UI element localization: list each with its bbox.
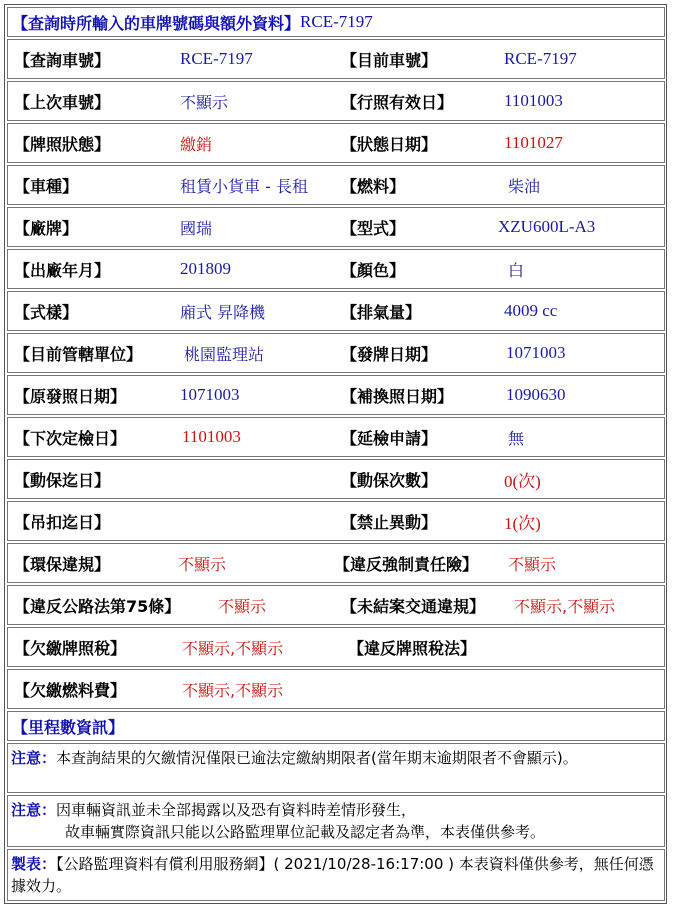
mileage-section xyxy=(7,711,665,741)
field-value-right: XZU600L-A3 xyxy=(498,217,596,236)
field-label-right: 【禁止異動】 xyxy=(341,512,438,532)
field-row xyxy=(7,333,665,373)
note-unpaid-text xyxy=(11,747,660,769)
field-label-left: 【環保違規】 xyxy=(14,554,111,574)
query-header-title xyxy=(12,8,373,36)
field-label-right: 【延檢申請】 xyxy=(341,428,438,448)
note-producer-text xyxy=(11,853,660,897)
field-value-left: 不顯示 xyxy=(218,596,267,616)
field-value-left: 繳銷 xyxy=(180,134,213,154)
field-value-right: 1071003 xyxy=(506,343,566,362)
field-value-left: 不顯示,不顯示 xyxy=(182,638,284,658)
field-row xyxy=(7,669,665,709)
note-label: 製表： xyxy=(11,855,57,873)
field-row xyxy=(7,375,665,415)
field-row xyxy=(7,249,665,289)
note-unpaid xyxy=(7,743,665,793)
field-value-left: 國瑞 xyxy=(180,218,213,238)
field-value-left: 桃園監理站 xyxy=(184,344,265,364)
field-row xyxy=(7,543,665,583)
field-value-right: 不顯示,不顯示 xyxy=(514,596,616,616)
field-value-left: 1101003 xyxy=(182,427,241,446)
field-value-left: 不顯示 xyxy=(180,92,229,112)
field-value-right: 1101003 xyxy=(504,91,563,110)
field-label-right: 【未結案交通違規】 xyxy=(341,596,486,616)
field-label-left: 【吊扣迄日】 xyxy=(14,512,111,532)
field-label-left: 【車種】 xyxy=(14,176,79,196)
mileage-title: 【里程數資訊】 xyxy=(12,717,125,737)
field-label-right: 【燃料】 xyxy=(341,176,406,196)
field-label-right: 【補換照日期】 xyxy=(341,386,454,406)
field-label-left: 【下次定檢日】 xyxy=(14,428,127,448)
field-label-left: 【出廠年月】 xyxy=(14,260,111,280)
field-label-left: 【廠牌】 xyxy=(14,218,79,238)
field-value-right: 1(次) xyxy=(504,513,541,533)
field-label-right: 【動保次數】 xyxy=(341,470,438,490)
field-label-left: 【欠繳牌照稅】 xyxy=(14,638,127,658)
field-row xyxy=(7,81,665,121)
field-label-right: 【顏色】 xyxy=(341,260,406,280)
field-row xyxy=(7,585,665,625)
field-label-left: 【動保迄日】 xyxy=(14,470,111,490)
note-line xyxy=(11,799,660,821)
field-value-left: 1071003 xyxy=(180,385,240,404)
note-disclosure-text xyxy=(11,799,660,843)
field-value-left: 廂式 昇降機 xyxy=(180,302,266,322)
field-label-right: 【狀態日期】 xyxy=(341,134,438,154)
field-value-right: 0(次) xyxy=(504,471,541,491)
field-label-right: 【目前車號】 xyxy=(341,50,438,70)
field-row xyxy=(7,207,665,247)
field-label-left: 【欠繳燃料費】 xyxy=(14,680,127,700)
field-label-left: 【式樣】 xyxy=(14,302,79,322)
field-value-right: 無 xyxy=(508,428,525,448)
field-row xyxy=(7,39,665,79)
query-header-label: 【查詢時所輸入的車牌號碼與額外資料】 xyxy=(12,13,301,33)
field-label-left: 【查詢車號】 xyxy=(14,50,111,70)
field-label-left: 【牌照狀態】 xyxy=(14,134,111,154)
field-row xyxy=(7,459,665,499)
field-label-right: 【違反牌照稅法】 xyxy=(348,638,477,658)
field-row xyxy=(7,165,665,205)
field-label-left: 【違反公路法第75條】 xyxy=(14,596,181,616)
field-value-right: 1090630 xyxy=(506,385,566,404)
field-value-left: RCE-7197 xyxy=(180,49,253,68)
field-label-left: 【上次車號】 xyxy=(14,92,111,112)
query-header xyxy=(7,7,665,37)
field-value-right: 柴油 xyxy=(508,176,541,196)
field-value-right: 白 xyxy=(508,260,525,280)
field-value-right: 1101027 xyxy=(504,133,563,152)
field-row xyxy=(7,291,665,331)
field-value-left: 201809 xyxy=(180,259,231,278)
field-label-right: 【行照有效日】 xyxy=(341,92,454,112)
field-label-right: 【發牌日期】 xyxy=(341,344,438,364)
query-header-plate: RCE-7197 xyxy=(300,12,373,31)
note-body: 本查詢結果的欠繳情況僅限已逾法定繳納期限者(當年期末逾期限者不會顯示)。 xyxy=(56,749,578,767)
field-value-left: 不顯示 xyxy=(178,554,227,574)
note-label: 注意： xyxy=(11,801,57,819)
field-value-right: 不顯示 xyxy=(508,554,557,574)
field-label-left: 【原發照日期】 xyxy=(14,386,127,406)
field-value-right: 4009 cc xyxy=(504,301,558,320)
note-line: 故車輛實際資訊只能以公路監理單位記載及認定者為準，本表僅供參考。 xyxy=(65,823,546,841)
field-row xyxy=(7,501,665,541)
field-label-left: 【目前管轄單位】 xyxy=(14,344,143,364)
note-disclosure xyxy=(7,795,665,847)
field-row xyxy=(7,123,665,163)
note-body: 【公路監理資料有償利用服務網】( 2021/10/28-16:17:00 ) 本表資料僅供參考，無任何憑據效力。 xyxy=(11,855,654,895)
field-label-right: 【違反強制責任險】 xyxy=(334,554,479,574)
field-label-right: 【型式】 xyxy=(341,218,406,238)
note-body: 因車輛資訊並未全部揭露以及恐有資料時差情形發生， xyxy=(56,801,417,819)
note-producer xyxy=(7,849,665,901)
field-value-left: 不顯示,不顯示 xyxy=(182,680,284,700)
field-row xyxy=(7,417,665,457)
field-row xyxy=(7,627,665,667)
field-value-left: 租賃小貨車 - 長租 xyxy=(180,176,308,196)
note-label: 注意： xyxy=(11,749,57,767)
field-value-right: RCE-7197 xyxy=(504,49,577,68)
field-label-right: 【排氣量】 xyxy=(341,302,422,322)
